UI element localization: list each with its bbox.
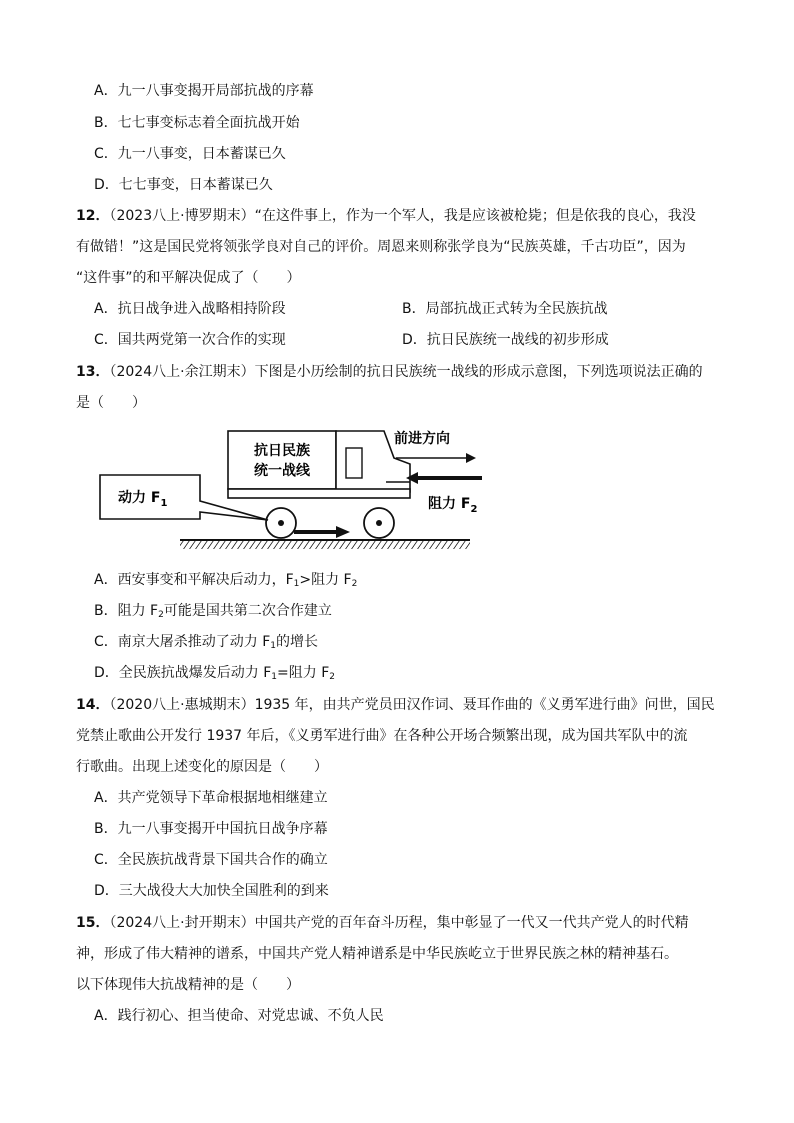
q12-option-c: C．国共两党第一次合作的实现 xyxy=(94,332,286,348)
q15-stem-line3: 以下体现伟大抗战精神的是（ ） xyxy=(76,977,300,993)
q13-stem-line2: 是（ ） xyxy=(76,395,146,411)
prev-option-d: D．七七事变，日本蓄谋已久 xyxy=(94,177,273,193)
q12-number: 12． xyxy=(76,208,110,224)
prev-option-c: C．九一八事变，日本蓄谋已久 xyxy=(94,146,286,162)
q13-option-a: A．西安事变和平解决后动力，$F_1>$阻力 $F_2$ xyxy=(94,572,358,589)
motive-force-label: 动力 $F_1$ xyxy=(118,490,168,509)
q14-stem-line1 xyxy=(76,695,715,715)
united-front-diagram xyxy=(98,422,494,556)
q13-stem-line1 xyxy=(76,362,703,382)
direction-label: 前进方向 xyxy=(394,431,450,447)
box-label-line1: 抗日民族 xyxy=(254,443,310,459)
rear-wheel-hub xyxy=(278,520,284,526)
q13-option-b: B．阻力 $F_2$可能是国共第二次合作建立 xyxy=(94,603,332,620)
q13-text-1: 下图是小历绘制的抗日民族统一战线的形成示意图，下列选项说法正确的 xyxy=(254,364,703,380)
q12-option-a: A．抗日战争进入战略相持阶段 xyxy=(94,301,286,317)
q12-stem-line2: 有做错！”这是国民党将领张学良对自己的评价。周恩来则称张学良为“民族英雄，千古功臣”，因为 xyxy=(76,239,686,255)
ground-hatch xyxy=(180,541,470,549)
direction-arrowhead xyxy=(466,453,476,463)
q14-number: 14． xyxy=(76,697,110,713)
q13-source: （2024八上·余江期末） xyxy=(109,364,255,380)
resistance-label: 阻力 $F_2$ xyxy=(428,496,478,515)
box-label-line2: 统一战线 xyxy=(254,463,310,479)
q12-option-b: B．局部抗战正式转为全民族抗战 xyxy=(402,301,608,317)
motive-force-arrowhead xyxy=(336,526,350,538)
truck-chassis xyxy=(228,489,410,498)
q15-option-a: A．践行初心、担当使命、对党忠诚、不负人民 xyxy=(94,1008,384,1024)
prev-option-a: A．九一八事变揭开局部抗战的序幕 xyxy=(94,83,314,99)
truck-window xyxy=(346,448,362,478)
q12-text-1: “在这件事上，作为一个军人，我是应该被枪毙；但是依我的良心，我没 xyxy=(254,208,696,224)
q14-option-c: C．全民族抗战背景下国共合作的确立 xyxy=(94,852,328,868)
q15-stem-line2: 神，形成了伟大精神的谱系，中国共产党人精神谱系是中华民族屹立于世界民族之林的精神基石。 xyxy=(76,946,678,962)
q15-stem-line1 xyxy=(76,913,689,933)
q12-source: （2023八上·博罗期末） xyxy=(109,208,255,224)
q15-text-1: 中国共产党的百年奋斗历程，集中彰显了一代又一代共产党人的时代精 xyxy=(254,915,689,931)
q14-stem-line2: 党禁止歌曲公开发行 1937 年后，《义勇军进行曲》在各种公开场合频繁出现，成为国共军队中的流 xyxy=(76,728,688,744)
q12-stem-line3: “这件事”的和平解决促成了（ ） xyxy=(76,270,301,286)
q13-option-c: C．南京大屠杀推动了动力 $F_1$的增长 xyxy=(94,634,319,651)
q15-source: （2024八上·封开期末） xyxy=(109,915,255,931)
q12-stem-line1 xyxy=(76,206,696,226)
q12-option-d: D．抗日民族统一战线的初步形成 xyxy=(402,332,609,348)
front-wheel-hub xyxy=(376,520,382,526)
q14-option-a: A．共产党领导下革命根据地相继建立 xyxy=(94,790,328,806)
q13-option-d: D．全民族抗战爆发后动力 $F_1=$阻力 $F_2$ xyxy=(94,665,335,682)
q14-option-b: B．九一八事变揭开中国抗日战争序幕 xyxy=(94,821,328,837)
q15-number: 15． xyxy=(76,915,110,931)
q14-source: （2020八上·惠城期末） xyxy=(109,697,255,713)
truck-cargo-box xyxy=(228,431,336,489)
prev-option-b: B．七七事变标志着全面抗战开始 xyxy=(94,115,300,131)
q14-option-d: D．三大战役大大加快全国胜利的到来 xyxy=(94,883,329,899)
q14-text-1: 1935 年，由共产党员田汉作词、聂耳作曲的《义勇军进行曲》问世，国民 xyxy=(254,697,715,713)
q14-stem-line3: 行歌曲。出现上述变化的原因是（ ） xyxy=(76,759,328,775)
q13-number: 13． xyxy=(76,364,110,380)
